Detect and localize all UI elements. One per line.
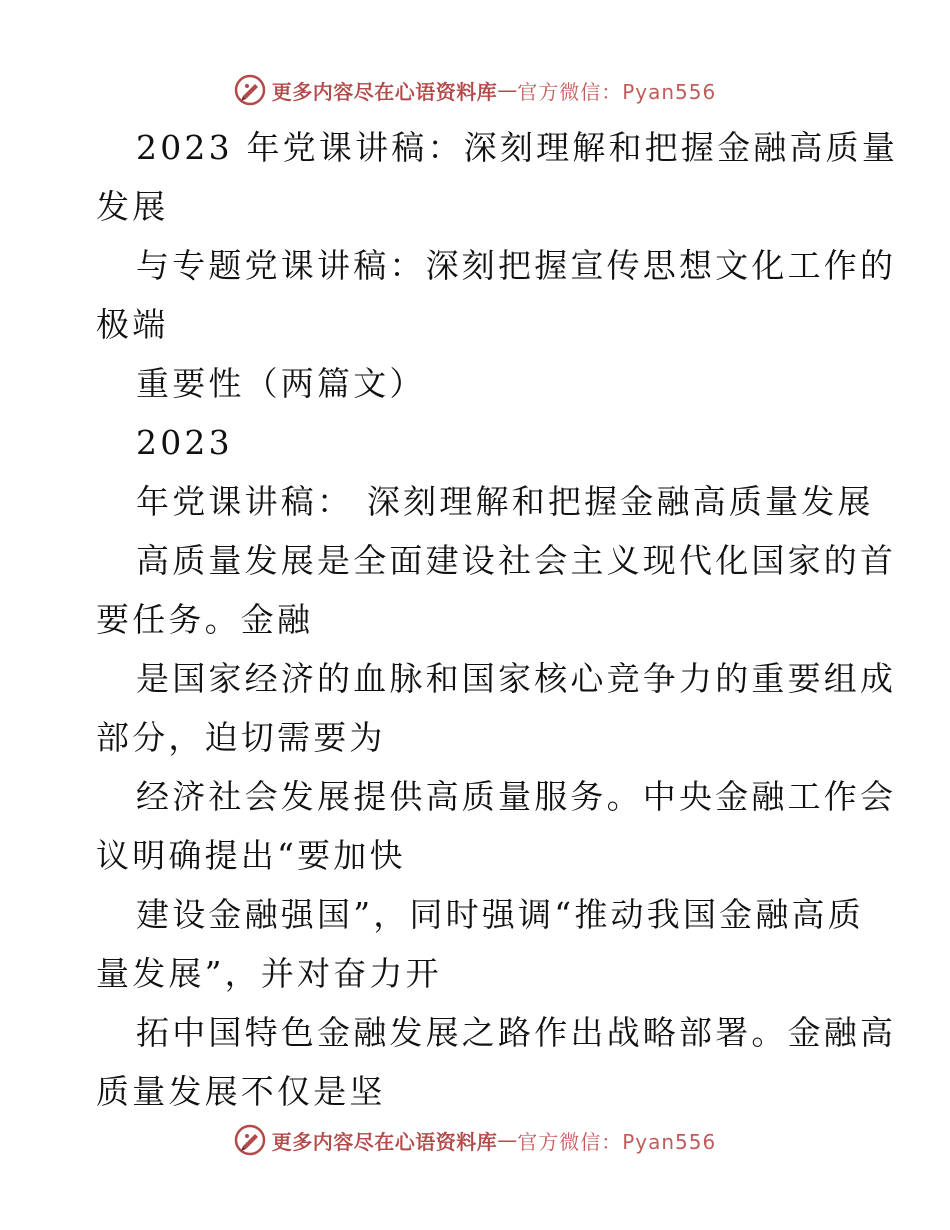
paragraph-line: 拓中国特色金融发展之路作出战略部署。金融高 [136,1013,897,1052]
ink-pen-logo-icon [234,74,266,106]
title-line-3: 与专题党课讲稿：深刻把握宣传思想文化工作的 [136,246,897,285]
paragraph-line: 建设金融强国”，同时强调“推动我国金融高质 [136,895,864,934]
section-heading-line: 年党课讲稿： 深刻理解和把握金融高质量发展 [136,482,874,521]
paragraph-line: 部分，迫切需要为 [96,718,386,757]
header-contact-text: 官方微信：Pyan556 [517,79,717,104]
title-line-1: 2023 年党课讲稿：深刻理解和把握金融高质量 [136,128,899,167]
header-watermark-banner [0,70,950,110]
paragraph-line: 要任务。金融 [96,600,314,639]
title-line-5: 重要性（两篇文） [136,364,426,403]
paragraph-line: 是国家经济的血脉和国家核心竞争力的重要组成 [136,659,897,698]
title-line-2: 发展 [96,187,169,226]
ink-pen-logo-icon [234,1124,266,1156]
header-separator: — [497,78,518,102]
paragraph-line: 质量发展不仅是坚 [96,1072,386,1111]
title-line-4: 极端 [96,305,169,344]
footer-watermark-banner [0,1120,950,1160]
section-year-line: 2023 [136,423,233,462]
footer-separator: — [497,1128,518,1152]
paragraph-line: 议明确提出“要加快 [96,836,406,875]
footer-contact-text: 官方微信：Pyan556 [517,1129,717,1154]
paragraph-line: 经济社会发展提供高质量服务。中央金融工作会 [136,777,897,816]
paragraph-line: 高质量发展是全面建设社会主义现代化国家的首 [136,541,897,580]
header-brand-text: 更多内容尽在心语资料库 [271,79,498,104]
footer-brand-text: 更多内容尽在心语资料库 [271,1129,498,1154]
document-body [96,118,899,1121]
paragraph-line: 量发展”，并对奋力开 [96,954,442,993]
